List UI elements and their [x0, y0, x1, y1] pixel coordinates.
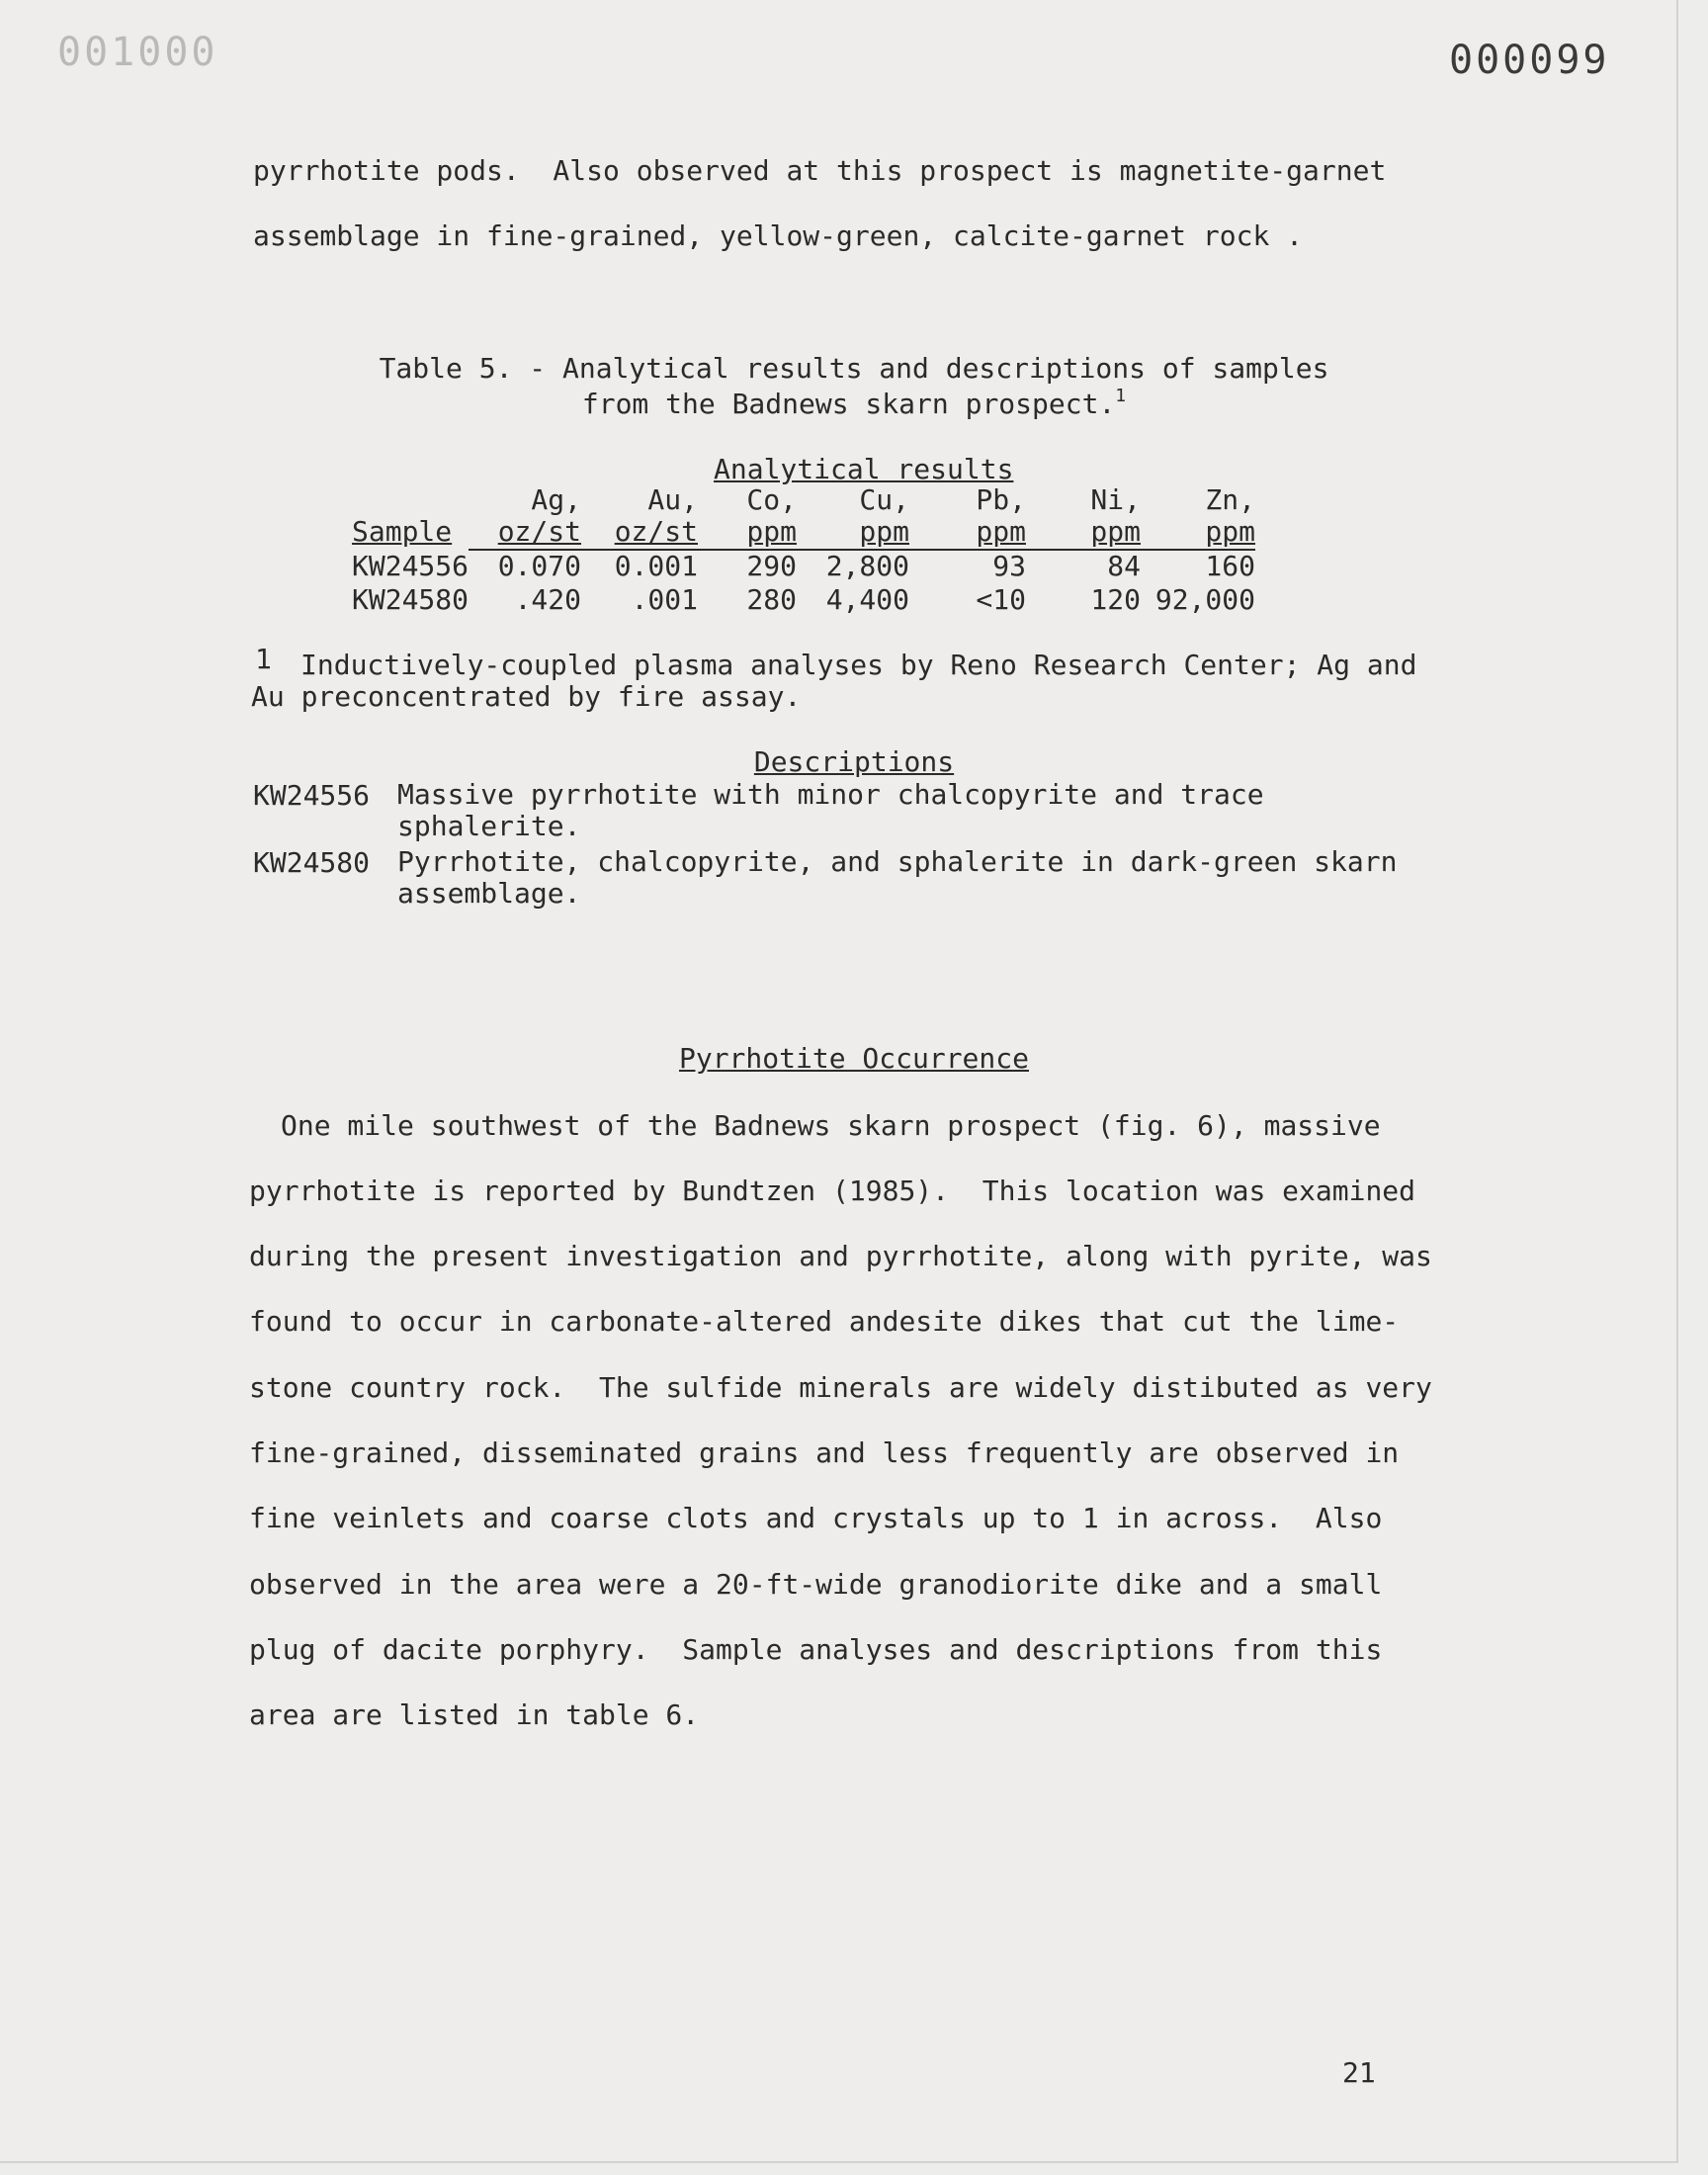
table-cell-cu: 4,400	[825, 583, 909, 616]
table-cell-ag: 0.070	[497, 550, 581, 582]
body-line: found to occur in carbonate-altered andesite dikes that cut the lime-	[249, 1305, 1400, 1338]
table-cell-zn: 92,000	[1154, 583, 1255, 616]
page-stamp: 000099	[1449, 38, 1610, 83]
description-sample-id: KW24580	[253, 846, 371, 879]
table-cell-cu: 2,800	[825, 550, 909, 582]
table-cell-sample: KW24556	[352, 550, 470, 582]
description-text: Massive pyrrhotite with minor chalcopyrite and trace sphalerite.	[397, 778, 1264, 842]
body-line: plug of dacite porphyry. Sample analyses and descriptions from this	[249, 1633, 1383, 1666]
column-header-co: Co, ppm	[746, 483, 797, 548]
descriptions-heading: Descriptions	[753, 745, 955, 778]
analytical-results-header: Analytical results	[714, 453, 1014, 485]
table-footnote-line-2: Au preconcentrated by fire assay.	[251, 680, 802, 713]
intro-line-1: pyrrhotite pods. Also observed at this prospect is magnetite-garnet	[253, 154, 1387, 187]
table-cell-pb: 93	[992, 550, 1026, 582]
column-header-cu: Cu, ppm	[859, 483, 909, 548]
caption-footnote-mark: 1	[1115, 386, 1127, 406]
intro-line-2: assemblage in fine-grained, yellow-green, calcite-garnet rock .	[253, 219, 1304, 252]
table-cell-ni: 120	[1090, 583, 1141, 616]
body-line: fine veinlets and coarse clots and crystals up to 1 in across. Also	[249, 1502, 1383, 1534]
body-line: during the present investigation and pyrrhotite, along with pyrite, was	[249, 1240, 1432, 1272]
table-cell-au: .001	[631, 583, 698, 616]
table-cell-au: 0.001	[614, 550, 698, 582]
table-footnote-mark: 1	[255, 643, 272, 675]
body-line: pyrrhotite is reported by Bundtzen (1985). This location was examined	[249, 1174, 1416, 1207]
table-cell-ag: .420	[514, 583, 581, 616]
body-line: fine-grained, disseminated grains and less frequently are observed in	[249, 1436, 1400, 1469]
body-line: observed in the area were a 20-ft-wide granodiorite dike and a small	[249, 1568, 1383, 1601]
body-line: stone country rock. The sulfide minerals are widely distibuted as very	[249, 1371, 1432, 1404]
column-header-sample: Sample	[352, 515, 453, 548]
page-stamp-faded: 001000	[57, 30, 218, 75]
table-caption-line-2: from the Badnews skarn prospect.$^1$	[581, 386, 1127, 420]
body-line: One mile southwest of the Badnews skarn prospect (fig. 6), massive	[281, 1109, 1381, 1142]
column-header-au: Au, oz/st	[614, 483, 698, 548]
body-line: area are listed in table 6.	[249, 1698, 700, 1731]
column-header-ag: Ag, oz/st	[497, 483, 581, 548]
table-cell-co: 290	[746, 550, 797, 582]
table-cell-sample: KW24580	[352, 583, 470, 616]
column-header-ni: Ni, ppm	[1090, 483, 1141, 548]
table-cell-co: 280	[746, 583, 797, 616]
section-heading: Pyrrhotite Occurrence	[678, 1042, 1029, 1075]
page-number: 21	[1342, 2056, 1376, 2089]
table-caption-line-1: Table 5. - Analytical results and descriptions of samples	[379, 352, 1329, 385]
table-cell-ni: 84	[1107, 550, 1141, 582]
description-text: Pyrrhotite, chalcopyrite, and sphalerite in dark-green skarn assemblage.	[397, 845, 1398, 910]
table-cell-pb: <10	[976, 583, 1026, 616]
column-header-zn: Zn, ppm	[1205, 483, 1255, 548]
table-cell-zn: 160	[1205, 550, 1255, 582]
description-sample-id: KW24556	[253, 779, 371, 812]
column-header-pb: Pb, ppm	[976, 483, 1026, 548]
table-footnote-line-1: Inductively-coupled plasma analyses by Reno Research Center; Ag and	[300, 649, 1417, 681]
